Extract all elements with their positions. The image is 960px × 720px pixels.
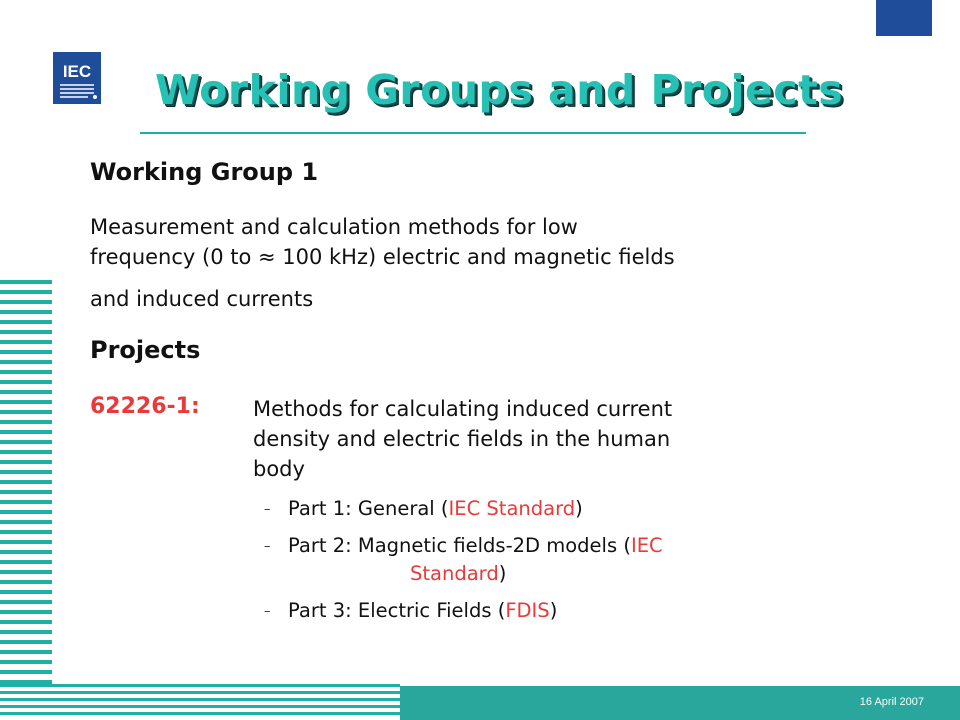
part-1-prefix: Part 1: General ( (288, 497, 449, 520)
working-group-heading: Working Group 1 (90, 158, 319, 186)
title-divider (140, 132, 806, 134)
part-3-suffix: ) (549, 599, 558, 622)
part-1-status: IEC Standard (448, 497, 576, 520)
decorative-bottom-stripes (0, 682, 400, 720)
dash-bullet-icon: – (264, 538, 271, 554)
decorative-stripes (0, 280, 60, 720)
part-3-prefix: Part 3: Electric Fields ( (288, 599, 506, 622)
list-item-continuation (410, 561, 506, 587)
part-1-suffix: ) (575, 497, 583, 520)
dash-bullet-icon: – (264, 501, 271, 517)
part-2-status-cont: Standard (410, 562, 499, 585)
part-3-status: FDIS (505, 599, 550, 622)
working-group-description (90, 212, 916, 272)
footer-bar (400, 686, 960, 720)
project-desc-line-3: body (253, 457, 305, 481)
projects-heading: Projects (90, 336, 201, 364)
iec-logo (53, 52, 101, 104)
wg-desc-line-2: frequency (0 to ≈ 100 kHz) electric and magnetic fields (90, 245, 675, 269)
part-2-status: IEC (630, 534, 663, 557)
wg-desc-line-3: and induced currents (90, 287, 314, 311)
list-item (264, 598, 557, 625)
footer-date: 16 April 2007 (859, 696, 924, 708)
list-item (264, 533, 663, 560)
project-desc-line-1: Methods for calculating induced current (253, 397, 673, 421)
page-title: Working Groups and Projects (155, 66, 844, 114)
project-code: 62226-1: (90, 394, 200, 419)
list-item (264, 496, 583, 523)
corner-block (876, 0, 932, 36)
wg-desc-line-1: Measurement and calculation methods for low (90, 215, 578, 239)
project-desc-line-2: density and electric fields in the human (253, 427, 671, 451)
dash-bullet-icon: – (264, 603, 271, 619)
project-description (253, 394, 853, 484)
part-2-prefix: Part 2: Magnetic fields-2D models ( (288, 534, 631, 557)
part-2-suffix: ) (498, 562, 507, 585)
logo-text: IEC (62, 62, 92, 81)
